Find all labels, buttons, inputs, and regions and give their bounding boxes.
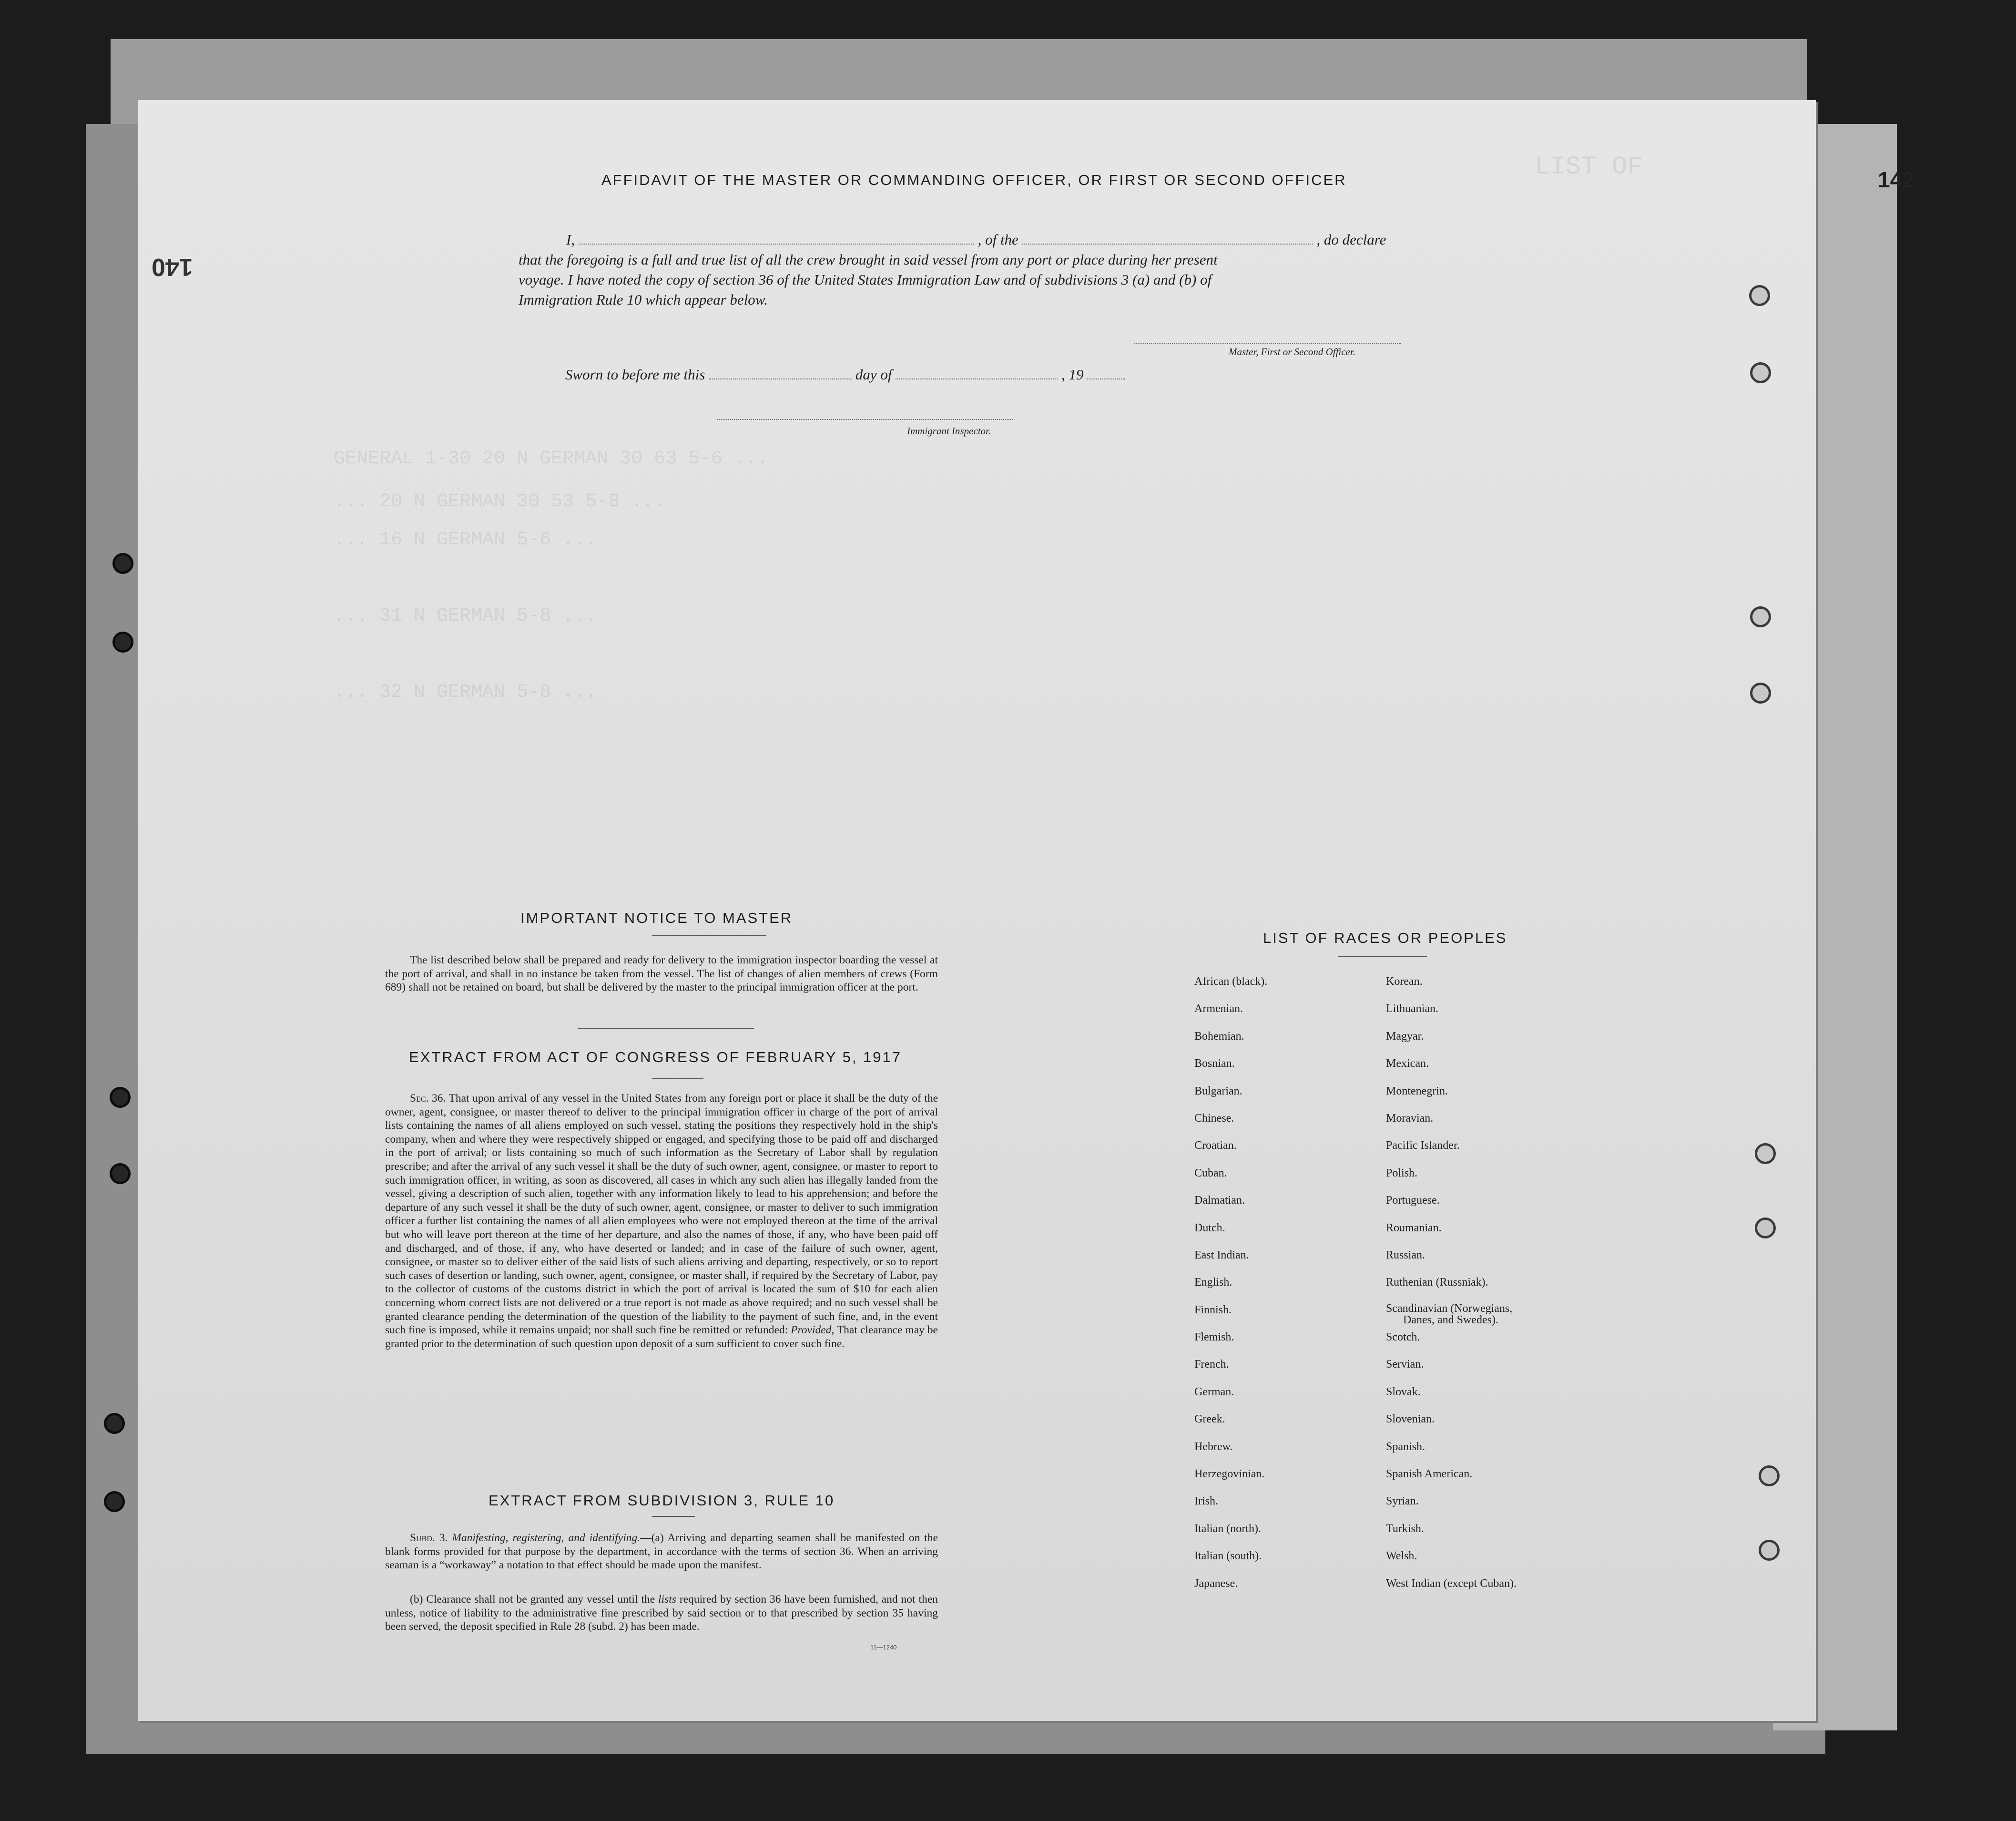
punch-hole (1759, 1465, 1780, 1486)
provided-label: Provided, (791, 1324, 835, 1337)
rule-subdivision-a (385, 1531, 938, 1572)
race-item: Servian. (1386, 1358, 1424, 1371)
race-item: Cuban. (1194, 1166, 1227, 1179)
punch-hole (112, 553, 133, 574)
affidavit-line-2: that the foregoing is a full and true list of all the crew brought in said vessel from any port or place during her present (519, 251, 1218, 268)
declare-label: , do declare (1316, 231, 1386, 248)
divider (578, 1028, 754, 1029)
affidavit-line-3: voyage. I have noted the copy of section 36 of the United States Immigration Law and of subdivisions 3 (a) and (b) of (519, 271, 1212, 288)
subdivision-b-start: (b) Clearance shall not be granted any vessel until the (410, 1593, 655, 1606)
race-item: West Indian (except Cuban). (1386, 1577, 1517, 1590)
race-item: Korean. (1386, 975, 1423, 988)
divider (652, 1516, 695, 1517)
race-item: Syrian. (1386, 1495, 1419, 1508)
race-item: Finnish. (1194, 1303, 1232, 1316)
punch-hole (1755, 1217, 1776, 1238)
section-label: Sec. 36. (410, 1092, 446, 1105)
race-item: Ruthenian (Russniak). (1386, 1276, 1488, 1289)
race-item: East Indian. (1194, 1248, 1249, 1261)
race-item: Bosnian. (1194, 1057, 1235, 1070)
sworn-day-field[interactable] (709, 367, 852, 379)
notice-text: The list described below shall be prepared and ready for delivery to the immigration inspector boarding the vessel at the port of arrival, and shall in no instance be taken from the vessel. The list of changes of alien members of crews (Form 689) shall not be retained on board, but shall be delivered by the master to the principal immigration officer at the port. (385, 954, 938, 994)
race-item: Hebrew. (1194, 1440, 1233, 1453)
inspector-signature-field[interactable] (717, 408, 1013, 420)
race-item: Italian (north). (1194, 1522, 1261, 1535)
race-item: Herzegovinian. (1194, 1468, 1265, 1481)
affidavit-title: AFFIDAVIT OF THE MASTER OR COMMANDING OFFICER, OR FIRST OR SECOND OFFICER (601, 172, 1347, 188)
bleed-through: ... 16 N GERMAN 5-6 ... (334, 529, 597, 551)
race-item: Mexican. (1386, 1057, 1429, 1070)
race-item: Bulgarian. (1194, 1084, 1242, 1097)
race-item: German. (1194, 1385, 1234, 1398)
declarant-name-field[interactable] (579, 232, 974, 245)
race-item: Roumanian. (1386, 1221, 1442, 1234)
punch-hole (1755, 1143, 1776, 1164)
provided-text: That clearance may be granted prior to the determination of such question upon deposit of a sum sufficient to cover such fine. (385, 1324, 938, 1350)
bleed-through: ... 32 N GERMAN 5-8 ... (334, 682, 597, 703)
race-item-line-2: Danes, and Swedes). (1403, 1313, 1498, 1326)
subdivision-b-lists: lists (658, 1593, 676, 1606)
margin-number: 140 (152, 253, 193, 281)
races-column-2 (1386, 974, 1517, 1604)
rule-subdivision-b (385, 1593, 938, 1634)
day-of-label: day of (855, 366, 892, 383)
year-label: , 19 (1061, 366, 1084, 383)
affidavit-line-1 (566, 231, 1386, 248)
form-number: 11—1240 (870, 1644, 897, 1651)
race-item-line-1: Scandinavian (Norwegians, (1386, 1302, 1513, 1315)
punch-hole (112, 632, 133, 653)
race-item: Bohemian. (1194, 1030, 1244, 1043)
race-item: Russian. (1386, 1248, 1425, 1261)
act-section-36 (385, 1092, 938, 1350)
race-item: Polish. (1386, 1166, 1418, 1179)
sworn-year-field[interactable] (1087, 367, 1125, 379)
race-item: Italian (south). (1194, 1550, 1262, 1563)
punch-hole (110, 1163, 131, 1184)
race-item: Greek. (1194, 1413, 1225, 1426)
race-item: Pacific Islander. (1386, 1139, 1460, 1152)
punch-hole (1750, 362, 1771, 383)
divider (1338, 956, 1427, 957)
race-item: Montenegrin. (1386, 1084, 1448, 1097)
bleed-through: LIST OF (1535, 153, 1643, 182)
punch-hole (1749, 285, 1770, 306)
race-item (1386, 1303, 1517, 1330)
act-title: EXTRACT FROM ACT OF CONGRESS OF FEBRUARY 5, 1917 (409, 1049, 902, 1065)
race-item: African (black). (1194, 975, 1268, 988)
race-item: Welsh. (1386, 1550, 1417, 1563)
race-item: Lithuanian. (1386, 1003, 1438, 1015)
race-item: English. (1194, 1276, 1232, 1289)
punch-hole (104, 1413, 125, 1434)
race-item: Turkish. (1386, 1522, 1424, 1535)
punch-hole (104, 1491, 125, 1512)
race-item: Flemish. (1194, 1331, 1234, 1344)
vessel-of-label: , of the (977, 231, 1018, 248)
bleed-through: GENERAL 1-30 20 N GERMAN 30 63 5-6 ... (334, 448, 769, 470)
race-item: Armenian. (1194, 1003, 1243, 1015)
divider (652, 1078, 703, 1079)
inspector-signature-label: Immigrant Inspector. (907, 425, 991, 437)
race-item: Irish. (1194, 1495, 1218, 1508)
officer-signature-label: Master, First or Second Officer. (1229, 346, 1355, 358)
race-item: Chinese. (1194, 1112, 1234, 1125)
subdivision-b-end: required by section 36 have been furnished, and not then unless, notice of liability to the administrative fine prescribed by said section or to that prescribed by section 35 having been served, the deposit specified in Rule 28 (subd. 2) has been made. (385, 1593, 938, 1633)
punch-hole (110, 1087, 131, 1108)
form-page (138, 100, 1816, 1721)
race-item: Magyar. (1386, 1030, 1424, 1043)
race-item: Slovenian. (1386, 1413, 1435, 1426)
subdivision-heading: Manifesting, registering, and identifying. (452, 1532, 641, 1544)
subdivision-label: Subd. 3. (410, 1532, 448, 1544)
declarant-label: I, (566, 231, 575, 248)
races-title: LIST OF RACES OR PEOPLES (1263, 930, 1507, 946)
notice-title: IMPORTANT NOTICE TO MASTER (520, 910, 793, 926)
race-item: Croatian. (1194, 1139, 1237, 1152)
sworn-label: Sworn to before me this (565, 366, 705, 383)
race-item: Spanish. (1386, 1440, 1425, 1453)
punch-hole (1750, 683, 1771, 704)
race-item: Dutch. (1194, 1221, 1225, 1234)
race-item: Portuguese. (1386, 1194, 1440, 1207)
race-item: Scotch. (1386, 1331, 1420, 1344)
sworn-line (565, 366, 1125, 383)
race-item: Dalmatian. (1194, 1194, 1245, 1207)
bleed-through: ... 20 N GERMAN 30 53 5-8 ... (334, 491, 666, 512)
race-item: Slovak. (1386, 1385, 1421, 1398)
punch-hole (1750, 606, 1771, 627)
sworn-month-field[interactable] (896, 367, 1058, 379)
race-item: Japanese. (1194, 1577, 1238, 1590)
punch-hole (1759, 1540, 1780, 1561)
vessel-name-field[interactable] (1022, 232, 1313, 245)
bleed-through: ... 31 N GERMAN 5-8 ... (334, 605, 597, 627)
race-item: Spanish American. (1386, 1468, 1473, 1481)
officer-signature-field[interactable] (1134, 331, 1401, 344)
races-column-1 (1194, 974, 1267, 1604)
subdivision-a-text: —(a) Arriving and departing seamen shall be manifested on the blank forms provided for that purpose by the department, in accordance with the terms of section 36. When an arriving seaman is a “workaway” a notation to that effect should be made upon the manifest. (385, 1532, 938, 1572)
affidavit-line-4: Immigration Rule 10 which appear below. (519, 291, 768, 308)
rule-title: EXTRACT FROM SUBDIVISION 3, RULE 10 (489, 1492, 835, 1509)
race-item: Moravian. (1386, 1112, 1434, 1125)
section-text: That upon arrival of any vessel in the United States from any foreign port or place it shall be the duty of the owner, agent, consignee, or master thereof to deliver to the principal immigration officer in charge of the port of arrival lists containing the names of all aliens employed on such vessel, stating the positions they respectively hold in the ship's company, when and where they were respectively shipped or engaged, and specifying those to be paid off and discharged in the port of arrival; or lists containing so much of such information as the Secretary of Labor shall by regulation prescribe; and after the arrival of any such vessel it shall be the duty of such owner, agent, consignee, or master to report to such immigration officer, in writing, as soon as discovered, all cases in which any such alien has illegally landed from the vessel, giving a description of such alien, together with any information likely to lead to his apprehension; and before the departure of any such vessel it shall be the duty of such owner, agent, consignee, or master to deliver to such immigration officer a further list containing the names of all alien employees who were not employed thereon at the time of the arrival but who will leave port thereon at the time of her departure, and also the names of those, if any, who have been paid off and discharged, and of those, if any, who have deserted or landed; and in case of the failure of such owner, agent, consignee, or master so to deliver either of the said lists of such aliens arriving and departing, respectively, or so to report such cases of desertion or landing, such owner, agent, consignee, or master shall, if required by the Secretary of Labor, pay to the collector of customs of the customs district in which the port of arrival is located the sum of $10 for each alien concerning whom correct lists are not delivered or a true report is not made as above required; and no such vessel shall be granted clearance pending the determination of the question of the liability to the payment of such fine, and, in the event such fine is imposed, while it remains unpaid; nor shall such fine be remitted or refunded: (385, 1092, 938, 1337)
page-number: 142 (1878, 167, 1914, 192)
race-item: French. (1194, 1358, 1229, 1371)
divider (652, 935, 766, 936)
